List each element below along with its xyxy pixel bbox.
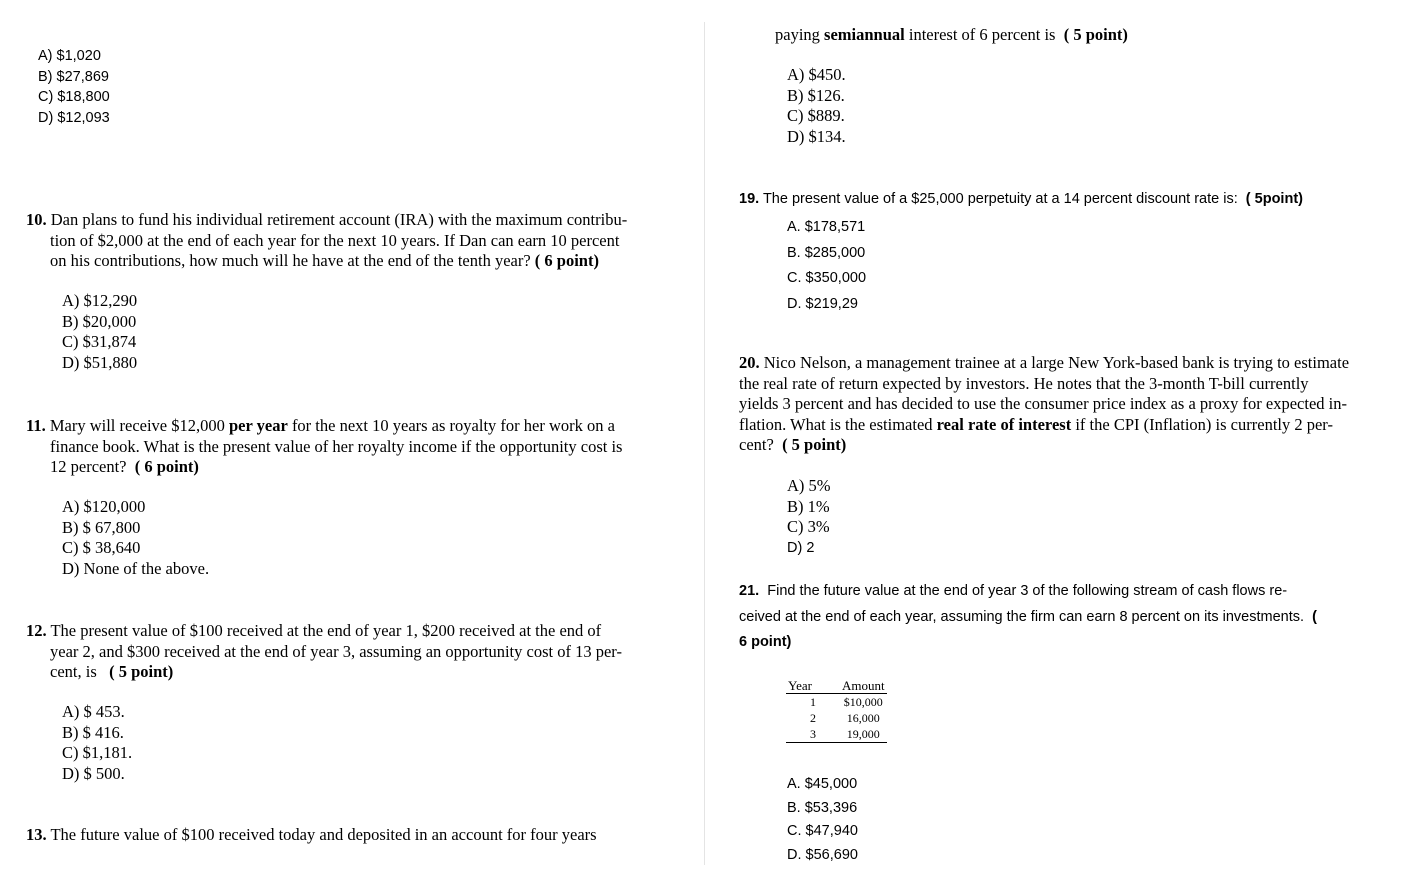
q21-line-1: Find the future value at the end of year 3 of the following stream of cash flows re- — [767, 583, 1288, 599]
q12-number: 12. — [26, 621, 47, 640]
question-12 — [26, 621, 622, 683]
cash-flow-table — [786, 678, 887, 743]
q13-number: 13. — [26, 825, 47, 844]
q11-option-d: D) None of the above. — [62, 558, 210, 578]
q21-line-2: ceived at the end of each year, assuming the firm can earn 8 percent on its investments. — [739, 608, 1305, 625]
q10-line-3: on his contributions, how much will he have at the end of the tenth year? — [50, 251, 531, 270]
table-cell-year: 3 — [786, 726, 840, 743]
q11-line-1-post: for the next 10 years as royalty for her work on a — [291, 416, 615, 435]
q9-option-b: B) $27,869 — [38, 68, 109, 85]
q13-cont-pre: paying — [775, 25, 820, 44]
q10-option-b: B) $20,000 — [62, 311, 137, 331]
question-13 — [26, 825, 597, 846]
question-13-continued — [775, 25, 1128, 46]
table-cell-amount: 16,000 — [846, 711, 880, 725]
table-cell-amount: $10,000 — [843, 695, 883, 709]
q10-points: ( 6 point) — [534, 251, 599, 270]
q19-number: 19. — [739, 191, 760, 207]
q11-number: 11. — [26, 416, 46, 435]
q19-option-a: A. $178,571 — [787, 219, 866, 235]
q10-option-c: C) $31,874 — [62, 332, 137, 351]
q10-line-2: tion of $2,000 at the end of each year for the next 10 years. If Dan can earn 10 percent — [50, 230, 620, 250]
q20-line-4-bold: real rate of interest — [936, 414, 1072, 434]
q11-line-3: 12 percent? — [50, 457, 127, 476]
q21-option-c: C. $47,940 — [787, 823, 858, 840]
question-19 — [739, 189, 1303, 209]
question-10 — [26, 210, 627, 272]
q21-points: 6 point) — [739, 634, 792, 650]
q13-option-d: D) $134. — [787, 126, 846, 146]
q11-options — [62, 497, 209, 579]
q21-line-2-bold: ( — [1312, 608, 1317, 625]
q19-points: ( 5point) — [1245, 191, 1303, 207]
column-divider — [704, 22, 705, 865]
table-header-year: Year — [786, 678, 840, 694]
q12-points: ( 5 point) — [109, 662, 174, 681]
q21-number: 21. — [739, 583, 760, 599]
q10-options — [62, 291, 137, 373]
q12-line-2: year 2, and $300 received at the end of year 3, assuming an opportunity cost of 13 per- — [50, 641, 622, 661]
q19-options — [787, 215, 866, 317]
table-row — [786, 726, 887, 743]
q21-option-b: B. $53,396 — [787, 799, 858, 816]
q9-option-c: C) $18,800 — [38, 89, 110, 106]
q20-option-d: D) 2 — [787, 540, 815, 556]
q12-option-d: D) $ 500. — [62, 763, 125, 783]
q20-option-a: A) 5% — [787, 476, 831, 495]
cash-flow-table-wrap — [786, 678, 887, 743]
q10-option-d: D) $51,880 — [62, 352, 138, 372]
q12-line-3: cent, is — [50, 662, 97, 681]
q13-cont-bold: semiannual — [824, 25, 905, 44]
q13-option-c: C) $889. — [787, 106, 845, 125]
q20-points: ( 5 point) — [782, 435, 847, 454]
question-21 — [739, 579, 1317, 656]
q20-option-d-wrap — [787, 539, 814, 557]
table-header-amount: Amount — [841, 678, 885, 693]
q20-line-3: yields 3 percent and has decided to use the consumer price index as a proxy for expected in- — [739, 394, 1347, 413]
table-row — [786, 710, 887, 726]
q19-option-c: C. $350,000 — [787, 270, 867, 286]
q10-number: 10. — [26, 210, 47, 229]
q19-option-d: D. $219,29 — [787, 295, 858, 312]
q12-options — [62, 702, 132, 784]
q20-line-4-post: if the CPI (Inflation) is currently 2 per- — [1075, 414, 1333, 434]
table-cell-year: 2 — [809, 711, 816, 725]
q20-line-2: the real rate of return expected by investors. He notes that the 3-month T-bill currently — [739, 373, 1309, 393]
q12-line-1: The present value of $100 received at the end of year 1, $200 received at the end of — [50, 621, 602, 640]
q9-options — [38, 46, 110, 129]
question-20 — [739, 353, 1349, 456]
q13-points: ( 5 point) — [1063, 25, 1128, 44]
q20-line-4-pre: flation. What is the estimated — [739, 414, 933, 434]
q20-options — [787, 476, 831, 538]
q19-option-b: B. $285,000 — [787, 244, 866, 261]
q10-option-a: A) $12,290 — [62, 291, 138, 310]
q21-option-a: A. $45,000 — [787, 776, 858, 792]
q12-option-b: B) $ 416. — [62, 722, 124, 742]
q13-option-b: B) $126. — [787, 85, 845, 105]
q9-option-d: D) $12,093 — [38, 110, 110, 127]
q11-line-1-pre: Mary will receive $12,000 — [49, 416, 225, 435]
q12-option-a: A) $ 453. — [62, 702, 125, 721]
q21-option-d: D. $56,690 — [787, 847, 858, 864]
q13-options — [787, 65, 846, 147]
q11-option-a: A) $120,000 — [62, 497, 146, 516]
q19-text: The present value of a $25,000 perpetuity at a 14 percent discount rate is: — [762, 191, 1238, 207]
q11-line-1-bold: per year — [229, 416, 288, 435]
q20-line-1: Nico Nelson, a management trainee at a large New York-based bank is trying to estimate — [763, 353, 1350, 372]
table-cell-year: 1 — [809, 695, 816, 709]
q11-line-2: finance book. What is the present value of her royalty income if the opportunity cost is — [50, 436, 623, 456]
q13-cont-post: interest of 6 percent is — [908, 25, 1056, 44]
q20-number: 20. — [739, 353, 760, 372]
q20-option-c: C) 3% — [787, 517, 830, 536]
question-11 — [26, 416, 622, 478]
q11-option-b: B) $ 67,800 — [62, 517, 141, 537]
q13-text: The future value of $100 received today and deposited in an account for four years — [50, 825, 597, 844]
q11-points: ( 6 point) — [134, 457, 199, 476]
q11-option-c: C) $ 38,640 — [62, 538, 141, 557]
q12-option-c: C) $1,181. — [62, 743, 133, 762]
q20-line-5: cent? — [739, 435, 774, 454]
q20-option-b: B) 1% — [787, 496, 830, 516]
table-row — [786, 694, 887, 711]
table-cell-amount: 19,000 — [840, 726, 887, 743]
q21-options — [787, 773, 858, 868]
q9-option-a: A) $1,020 — [38, 48, 101, 64]
q10-line-1: Dan plans to fund his individual retirement account (IRA) with the maximum contribu- — [50, 210, 628, 229]
q13-option-a: A) $450. — [787, 65, 846, 84]
